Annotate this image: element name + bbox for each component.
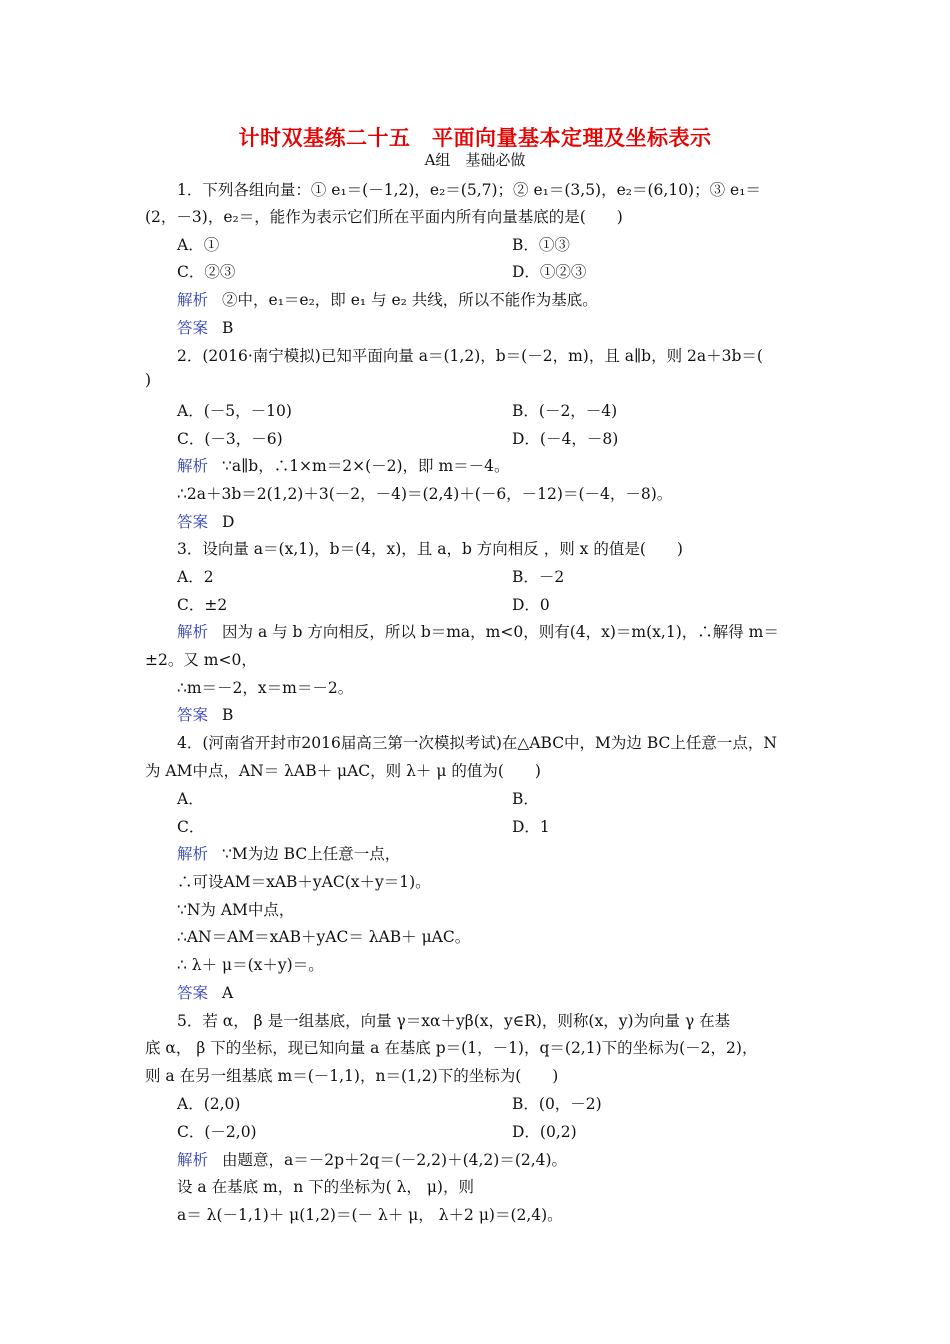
q3-stem-line1: 3．设向量 a＝(x,1)，b＝(4，x)，且 a，b 方向相反 ，则 x 的值是( ) (177, 540, 683, 558)
q4-work-4: ∴ λ＋ μ＝(x＋y)＝。 (177, 956, 324, 974)
q2-option-a: A．(－5，－10) (177, 402, 292, 420)
q3-analysis-text: 因为 a 与 b 方向相反，所以 b＝ma，m<0，则有(4，x)＝m(x,1)，∴解得 m＝ (222, 623, 779, 641)
q5-stem-line2: 底 α， β 下的坐标，现已知向量 a 在基底 p＝(1，－1)，q＝(2,1)下的坐标为(－2，2)， (145, 1039, 758, 1057)
q5-option-d: D．(0,2) (512, 1123, 577, 1141)
q4-stem-line2: 为 AM中点，AN＝ λAB＋ μAC，则 λ＋ μ 的值为( ) (145, 762, 541, 780)
analysis-label: 解析 (177, 623, 209, 641)
answer-label: 答案 (177, 319, 209, 337)
answer-label: 答案 (177, 984, 209, 1002)
q4-option-d: D．1 (512, 818, 550, 836)
q4-analysis (177, 842, 400, 864)
analysis-label: 解析 (177, 1151, 209, 1169)
answer-label: 答案 (177, 513, 209, 531)
q1-analysis-text: ②中，e₁＝e₂，即 e₁ 与 e₂ 共线，所以不能作为基底。 (222, 291, 598, 309)
q1-option-d: D．①②③ (512, 263, 587, 281)
group-heading: A组 基础必做 (424, 151, 526, 169)
q5-stem-line1: 5．若 α， β 是一组基底，向量 γ＝xα＋yβ(x，y∈R)，则称(x，y)为向量 γ 在基 (177, 1012, 731, 1030)
q4-answer (177, 981, 233, 1003)
q4-work-3: ∴AN＝AM＝xAB＋yAC＝ λAB＋ μAC。 (177, 928, 471, 946)
q4-analysis-text: ∵M为边 BC上任意一点， (222, 845, 401, 863)
q5-option-c: C．(－2,0) (177, 1123, 257, 1141)
q1-stem-line2: (2，－3)，e₂＝，能作为表示它们所在平面内所有向量基底的是( ) (145, 208, 623, 226)
q4-option-a: A． (177, 790, 204, 808)
q1-analysis (177, 288, 598, 310)
q3-answer-value: B (222, 706, 234, 724)
q1-option-a: A．① (177, 236, 220, 254)
q2-stem-line2: ) (145, 371, 152, 389)
q3-work: ∴m＝－2，x＝m＝－2。 (177, 679, 354, 697)
q4-answer-value: A (222, 984, 234, 1002)
q3-analysis-line2: ±2。又 m<0， (145, 651, 257, 669)
q5-analysis (177, 1148, 567, 1170)
q3-answer (177, 703, 233, 725)
q4-option-c: C． (177, 818, 205, 836)
q2-answer (177, 510, 234, 532)
page-title: 计时双基练二十五 平面向量基本定理及坐标表示 (238, 126, 712, 150)
q3-option-a: A．2 (177, 568, 214, 586)
q2-option-b: B．(－2，－4) (512, 402, 618, 420)
q5-work-1: 设 a 在基底 m，n 下的坐标为( λ， μ)，则 (177, 1178, 474, 1196)
q2-analysis-text: ∵a∥b，∴1×m＝2×(－2)，即 m＝－4。 (222, 457, 510, 475)
q1-answer (177, 316, 233, 338)
answer-label: 答案 (177, 706, 209, 724)
q1-answer-value: B (222, 319, 234, 337)
q1-option-c: C．②③ (177, 263, 236, 281)
q5-work-2: a＝ λ(－1,1)＋ μ(1,2)＝(－ λ＋ μ， λ＋2 μ)＝(2,4)。 (177, 1206, 563, 1224)
q5-stem-line3: 则 a 在另一组基底 m＝(－1,1)，n＝(1,2)下的坐标为( ) (145, 1067, 559, 1085)
q4-stem-line1: 4．(河南省开封市2016届高三第一次模拟考试)在△ABC中，M为边 BC上任意一点，N (177, 734, 777, 752)
q3-option-d: D．0 (512, 596, 550, 614)
q1-stem-line1: 1．下列各组向量：① e₁＝(－1,2)，e₂＝(5,7)；② e₁＝(3,5)，e₂＝(6,10)；③ e₁＝ (177, 181, 761, 199)
analysis-label: 解析 (177, 457, 209, 475)
q4-work-1: ∴可设AM＝xAB＋yAC(x＋y＝1)。 (177, 873, 431, 891)
q2-work: ∴2a＋3b＝2(1,2)＋3(－2，－4)＝(2,4)＋(－6，－12)＝(－4，－8)。 (177, 485, 673, 503)
q2-analysis (177, 454, 510, 476)
analysis-label: 解析 (177, 845, 209, 863)
q3-analysis (177, 620, 779, 642)
q1-option-b: B．①③ (512, 236, 570, 254)
q5-option-a: A．(2,0) (177, 1095, 241, 1113)
q5-analysis-text: 由题意，a＝－2p＋2q＝(－2,2)＋(4,2)＝(2,4)。 (222, 1151, 568, 1169)
q3-option-c: C．±2 (177, 596, 228, 614)
q2-option-d: D．(－4，－8) (512, 430, 619, 448)
q3-option-b: B．－2 (512, 568, 565, 586)
q5-option-b: B．(0，－2) (512, 1095, 602, 1113)
q4-work-2: ∵N为 AM中点， (177, 901, 295, 919)
q2-option-c: C．(－3，－6) (177, 430, 283, 448)
q4-option-b: B． (512, 790, 539, 808)
analysis-label: 解析 (177, 291, 209, 309)
q2-answer-value: D (222, 513, 235, 531)
q2-stem-line1: 2．(2016·南宁模拟)已知平面向量 a＝(1,2)，b＝(－2，m)，且 a∥b，则 2a＋3b＝( (177, 347, 763, 365)
